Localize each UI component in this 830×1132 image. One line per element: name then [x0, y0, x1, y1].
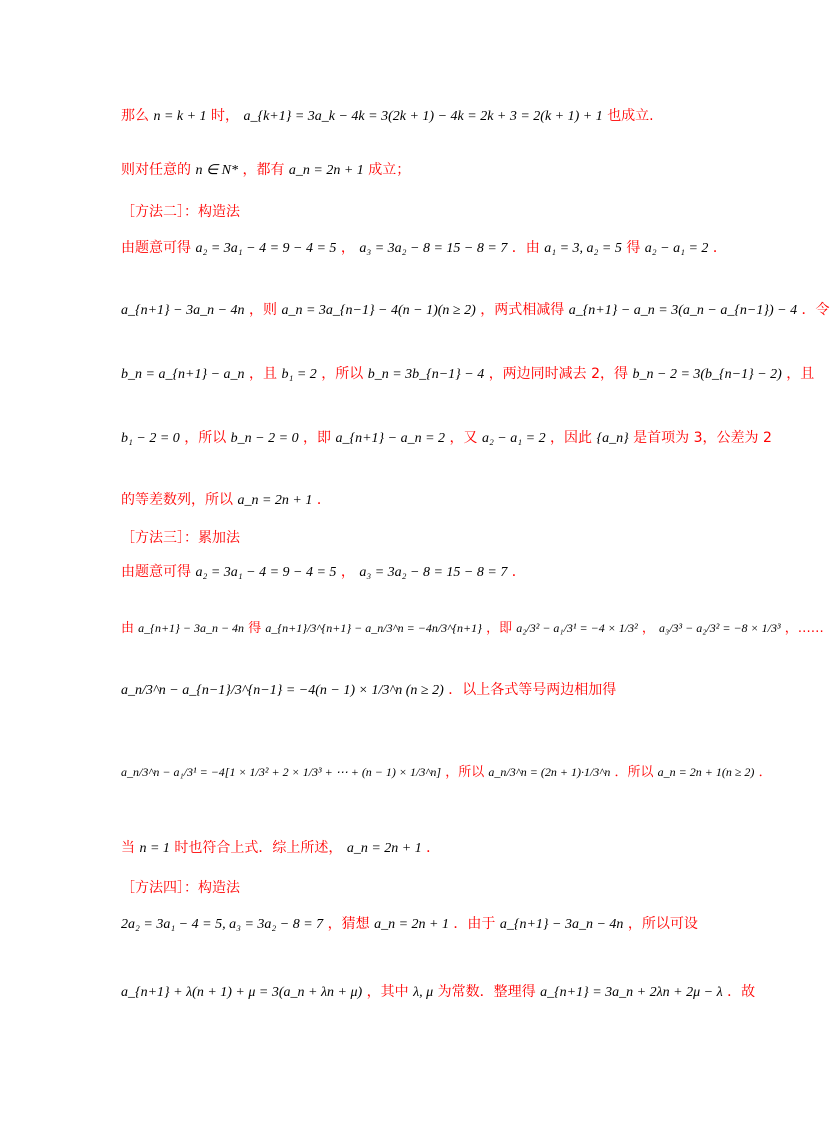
text-seg: ，即 [303, 430, 332, 446]
math-seg: a_{n+1} − a_n = 2 [335, 431, 446, 446]
text-seg: 那么 [121, 108, 149, 124]
line-8 [121, 490, 331, 511]
text-seg: 由题意可得 [121, 240, 191, 256]
text-seg: 当 [121, 840, 135, 856]
line-17 [121, 982, 755, 1003]
text-seg: ， [641, 621, 655, 636]
text-seg: 的等差数列，所以 [121, 492, 233, 508]
text-seg: 时， [211, 108, 240, 124]
math-seg: a₃ = 3a₂ − 8 = 15 − 8 = 7 [359, 241, 508, 256]
math-seg: n ∈ N* [195, 163, 238, 178]
math-seg: a_{k+1} = 3a_k − 4k = 3(2k + 1) − 4k = 2k + 3 = 2(k + 1) + 1 [243, 109, 603, 124]
math-seg: a_n/3^n − a₁/3¹ = −4[1 × 1/3² + 2 × 1/3³ + ⋯ + (n − 1) × 1/3^n] [121, 765, 442, 779]
math-seg: b_n − 2 = 3(b_{n−1} − 2) [632, 367, 782, 382]
math-seg: a_n = 2n + 1 [288, 163, 364, 178]
math-seg: a₃ = 3a₂ − 8 = 15 − 8 = 7 [359, 565, 508, 580]
math-seg: a_{n+1} = 3a_n + 2λn + 2μ − λ [540, 985, 723, 1000]
math-seg: a_n/3^n = (2n + 1)·1/3^n [488, 765, 611, 779]
math-seg: a₃/3³ − a₂/3² = −8 × 1/3³ [659, 621, 781, 635]
math-seg: a₂ = 3a₁ − 4 = 9 − 4 = 5 [195, 241, 337, 256]
text-seg: ．所以 [614, 765, 654, 780]
math-seg: a₂/3² − a₁/3¹ = −4 × 1/3² [516, 621, 638, 635]
text-seg: ． [758, 765, 772, 780]
text-seg: 由 [121, 621, 135, 636]
math-seg: a_n = 2n + 1 [346, 841, 422, 856]
math-seg: b_n − 2 = 0 [230, 431, 299, 446]
line-2 [121, 160, 410, 181]
math-seg: λ, μ [413, 985, 434, 1000]
text-seg: ，所以 [445, 765, 485, 780]
math-seg: 2a₂ = 3a₁ − 4 = 5, a₃ = 3a₂ − 8 = 7 [121, 917, 324, 932]
line-13 [121, 762, 772, 783]
text-seg: ，则 [249, 302, 277, 318]
math-seg: n = k + 1 [153, 109, 207, 124]
text-seg: ，…… [784, 621, 824, 636]
text-seg: 也成立. [607, 108, 654, 124]
math-seg: a₂ − a₁ = 2 [481, 431, 546, 446]
line-12 [121, 680, 616, 701]
line-1 [121, 106, 654, 127]
math-seg: n = 1 [139, 841, 170, 856]
line-4 [121, 238, 727, 259]
line-10 [121, 562, 526, 583]
text-seg: ． [426, 840, 441, 856]
text-seg: ，即 [486, 621, 513, 636]
text-seg: ．令 [801, 302, 830, 318]
text-seg: ，猜想 [327, 916, 370, 932]
line-7 [121, 428, 772, 449]
math-seg: b_n = a_{n+1} − a_n [121, 367, 245, 382]
math-seg: a_n = 2n + 1 [374, 917, 449, 932]
line-16 [121, 914, 698, 935]
text-seg: ，又 [449, 430, 478, 446]
method-4-heading [121, 878, 240, 898]
text-seg: 为常数．整理得 [437, 984, 536, 1000]
text-seg: 则对任意的 [121, 162, 191, 178]
math-seg: a_n = 3a_{n−1} − 4(n − 1)(n ≥ 2) [281, 303, 476, 318]
text-seg: ，两边同时减去 2，得 [488, 366, 629, 382]
math-seg: a_{n+1} − 3a_n − 4n [121, 303, 245, 318]
math-seg: a_{n+1}/3^{n+1} − a_n/3^n = −4n/3^{n+1} [265, 621, 482, 635]
text-seg: 得 [248, 621, 262, 636]
line-11 [121, 618, 824, 639]
text-seg: ． [316, 492, 331, 508]
text-seg: ．由 [511, 240, 540, 256]
text-seg: 由题意可得 [121, 564, 191, 580]
method-2-heading [121, 202, 240, 222]
text-seg: 成立； [368, 162, 411, 178]
math-seg: b_n = 3b_{n−1} − 4 [367, 367, 485, 382]
math-seg: b₁ = 2 [281, 367, 317, 382]
text-seg: ，因此 [550, 430, 593, 446]
text-seg: ［方法四］：构造法 [121, 880, 240, 896]
math-seg: a₁ = 3, a₂ = 5 [544, 241, 622, 256]
text-seg: ．由于 [453, 916, 496, 932]
text-seg: ［方法二］：构造法 [121, 204, 240, 220]
math-seg: a_{n+1} − 3a_n − 4n [499, 917, 624, 932]
method-3-heading [121, 528, 240, 548]
text-seg: ，且 [249, 366, 277, 382]
math-seg: a₂ = 3a₁ − 4 = 9 − 4 = 5 [195, 565, 337, 580]
line-14 [121, 838, 440, 859]
text-seg: ， [340, 240, 355, 256]
math-seg: a_{n+1} − 3a_n − 4n [138, 621, 245, 635]
text-seg: ，所以可设 [627, 916, 698, 932]
text-seg: ，都有 [242, 162, 285, 178]
math-seg: a_n = 2n + 1(n ≥ 2) [657, 765, 755, 779]
text-seg: ，其中 [366, 984, 409, 1000]
text-seg: 时也符合上式．综上所述， [174, 840, 343, 856]
math-seg: a₂ − a₁ = 2 [644, 241, 709, 256]
text-seg: ． [712, 240, 727, 256]
text-seg: ，且 [786, 366, 815, 382]
text-seg: ，所以 [321, 366, 364, 382]
text-seg: ．故 [727, 984, 756, 1000]
line-6 [121, 364, 814, 385]
math-seg: a_{n+1} + λ(n + 1) + μ = 3(a_n + λn + μ) [121, 985, 363, 1000]
text-seg: ． [511, 564, 526, 580]
text-seg: ［方法三］：累加法 [121, 530, 240, 546]
text-seg: ．以上各式等号两边相加得 [448, 682, 617, 698]
math-seg: {a_n} [596, 431, 629, 446]
text-seg: 得 [626, 240, 641, 256]
math-seg: b₁ − 2 = 0 [121, 431, 180, 446]
text-seg: ，所以 [184, 430, 227, 446]
text-seg: 是首项为 3，公差为 2 [633, 430, 772, 446]
text-seg: ， [340, 564, 355, 580]
math-seg: a_n/3^n − a_{n−1}/3^{n−1} = −4(n − 1) × 1/3^n (n ≥ 2) [121, 683, 444, 698]
math-seg: a_n = 2n + 1 [237, 493, 313, 508]
math-seg: a_{n+1} − a_n = 3(a_n − a_{n−1}) − 4 [568, 303, 798, 318]
line-5 [121, 300, 830, 321]
text-seg: ，两式相减得 [480, 302, 565, 318]
